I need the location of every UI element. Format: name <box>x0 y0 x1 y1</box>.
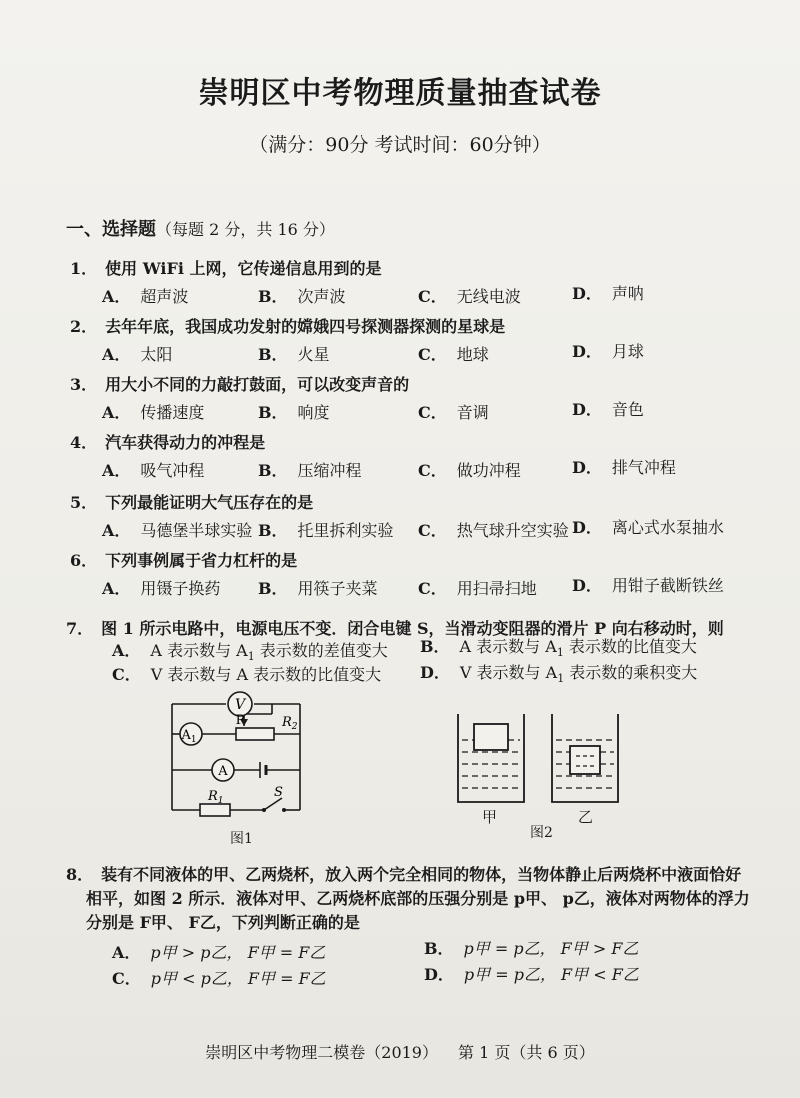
q7-option-d <box>420 660 697 685</box>
option-letter: B． <box>420 637 450 656</box>
q2-option-d <box>572 339 644 362</box>
option-letter: A． <box>102 579 131 598</box>
q1-option-b <box>258 284 346 307</box>
beaker-jia-label: 甲 <box>482 808 498 826</box>
option-text: p甲 > p乙， F甲 = F乙 <box>150 943 326 962</box>
option-letter: B． <box>258 287 288 306</box>
option-text: 用钳子截断铁丝 <box>611 576 724 595</box>
option-letter: B． <box>258 461 288 480</box>
option-text: 声呐 <box>611 284 644 303</box>
question-2 <box>70 314 505 337</box>
option-letter: B． <box>424 939 454 958</box>
q8-option-d <box>424 962 639 985</box>
option-sub: 1 <box>556 646 564 660</box>
option-text: p甲 < p乙， F甲 = F乙 <box>150 969 326 988</box>
beaker-yi-label: 乙 <box>578 808 594 826</box>
q7-option-b <box>420 634 697 659</box>
option-letter: B． <box>258 403 288 422</box>
question-text: 使用 WiFi 上网，它传递信息用到的是 <box>105 259 382 278</box>
option-letter: B． <box>258 521 288 540</box>
q8-option-a <box>112 940 325 963</box>
ammeter-a-label: A <box>218 764 228 779</box>
option-text-tail: 表示数的乘积变大 <box>564 663 698 682</box>
option-letter: D． <box>572 400 602 419</box>
q5-option-d <box>572 515 724 538</box>
q3-option-d <box>572 397 644 420</box>
option-text: 排气冲程 <box>611 458 676 477</box>
option-letter: D． <box>572 342 602 361</box>
option-text: 音调 <box>456 403 489 422</box>
q8-option-c <box>112 966 326 989</box>
section-title: 一、选择题 <box>66 219 156 240</box>
q5-option-a <box>102 518 252 541</box>
q2-option-b <box>258 342 330 365</box>
option-text: 地球 <box>456 345 489 364</box>
voltmeter-label: V <box>234 697 246 713</box>
option-letter: C． <box>418 287 447 306</box>
option-text: A 表示数与 A <box>459 637 557 656</box>
question-6 <box>70 548 297 571</box>
option-letter: C． <box>418 345 447 364</box>
option-letter: D． <box>572 576 602 595</box>
option-letter: D． <box>424 965 454 984</box>
option-text: 超声波 <box>140 287 189 306</box>
option-text: p甲 = p乙， F甲 < F乙 <box>463 965 639 984</box>
option-text: 响度 <box>297 403 330 422</box>
question-text: 下列最能证明大气压存在的是 <box>105 493 314 512</box>
question-number: 5． <box>70 493 98 512</box>
option-letter: A． <box>102 461 131 480</box>
option-letter: C． <box>418 461 447 480</box>
exam-info: （满分：90分 考试时间：60分钟） <box>249 134 551 156</box>
q8-option-b <box>424 936 638 959</box>
option-letter: D． <box>572 284 602 303</box>
page-title: 崇明区中考物理质量抽查试卷 <box>198 76 602 111</box>
q7-option-a <box>112 638 388 663</box>
question-text: 下列事例属于省力杠杆的是 <box>105 551 298 570</box>
option-text: 次声波 <box>297 287 346 306</box>
question-number: 4． <box>70 433 98 452</box>
option-text: 用筷子夹菜 <box>297 579 378 598</box>
option-letter: C． <box>418 403 447 422</box>
q4-option-c <box>418 458 521 481</box>
question-number: 8． <box>66 865 94 884</box>
q6-option-a <box>102 576 220 599</box>
option-letter: A． <box>112 943 141 962</box>
question-1 <box>70 256 382 279</box>
q5-option-c <box>418 518 569 541</box>
q3-option-b <box>258 400 330 423</box>
r1-label <box>207 789 224 806</box>
r1-sub: 1 <box>217 796 224 806</box>
option-letter: A． <box>112 641 141 660</box>
question-number: 6． <box>70 551 98 570</box>
option-text: 月球 <box>611 342 644 361</box>
option-text: p甲 = p乙， F甲 > F乙 <box>463 939 639 958</box>
option-text-tail: 表示数的差值变大 <box>254 641 388 660</box>
q4-option-a <box>102 458 204 481</box>
option-text: 传播速度 <box>140 403 205 422</box>
question-text: 汽车获得动力的冲程是 <box>105 433 266 452</box>
option-letter: C． <box>112 969 141 988</box>
option-text: V 表示数与 A <box>459 663 558 682</box>
q4-option-b <box>258 458 362 481</box>
switch-s-label: S <box>274 785 283 800</box>
a1-letter: A <box>181 728 191 743</box>
question-5 <box>70 490 313 513</box>
q6-option-c <box>418 576 537 599</box>
option-text: 无线电波 <box>456 287 521 306</box>
q6-option-b <box>258 576 378 599</box>
question-number: 3． <box>70 375 98 394</box>
option-letter: C． <box>418 579 447 598</box>
option-text: 用镊子换药 <box>140 579 221 598</box>
option-letter: A． <box>102 287 131 306</box>
question-3 <box>70 372 409 395</box>
question-number: 2． <box>70 317 98 336</box>
option-letter: B． <box>258 579 288 598</box>
q3-option-c <box>418 400 489 423</box>
figure-2-beakers <box>450 710 640 820</box>
option-letter: D． <box>420 663 450 682</box>
question-number: 1． <box>70 259 98 278</box>
figure-2-caption: 图2 <box>530 825 553 841</box>
question-4 <box>70 430 265 453</box>
question-text: 去年年底，我国成功发射的嫦娥四号探测器探测的星球是 <box>105 317 506 336</box>
option-letter: D． <box>572 458 602 477</box>
question-text: 用大小不同的力敲打鼓面，可以改变声音的 <box>105 375 410 394</box>
r2-label <box>281 715 298 732</box>
option-text: 火星 <box>297 345 330 364</box>
q5-option-b <box>258 518 394 541</box>
q1-option-c <box>418 284 521 307</box>
option-text: 离心式水泵抽水 <box>611 518 724 537</box>
question-text: 图 1 所示电路中，电源电压不变．闭合电键 S，当滑动变阻器的滑片 P 向右移动时，则 <box>101 619 724 638</box>
option-text: A 表示数与 A <box>150 641 248 660</box>
q7-option-c <box>112 662 381 685</box>
q2-option-c <box>418 342 489 365</box>
question-8-line3: 分别是 F甲、 F乙，下列判断正确的是 <box>86 913 360 932</box>
option-text: 吸气冲程 <box>140 461 205 480</box>
footer-exam-name: 崇明区中考物理二模卷（2019） <box>205 1043 438 1062</box>
page-footer <box>0 1040 800 1063</box>
option-sub: 1 <box>247 650 255 664</box>
option-letter: A． <box>102 403 131 422</box>
option-letter: C． <box>418 521 447 540</box>
option-letter: C． <box>112 665 141 684</box>
option-text: 太阳 <box>140 345 173 364</box>
option-text: 托里拆利实验 <box>297 521 394 540</box>
option-text: 马德堡半球实验 <box>140 521 253 540</box>
option-sub: 1 <box>557 672 565 686</box>
option-letter: A． <box>102 345 131 364</box>
question-8-line2: 相平，如图 2 所示．液体对甲、乙两烧杯底部的压强分别是 p甲、 p乙，液体对两物体的浮力 <box>86 889 750 908</box>
option-letter: B． <box>258 345 288 364</box>
option-text: 做功冲程 <box>456 461 521 480</box>
q4-option-d <box>572 455 676 478</box>
option-text: 音色 <box>611 400 644 419</box>
r1-letter: R <box>208 789 218 804</box>
slider-p-label: P <box>235 713 245 728</box>
option-letter: A． <box>102 521 131 540</box>
option-letter: D． <box>572 518 602 537</box>
question-8 <box>66 862 741 885</box>
footer-page-number: 第 1 页（共 6 页） <box>458 1043 595 1062</box>
option-text: 用扫帚扫地 <box>456 579 537 598</box>
option-text: 热气球升空实验 <box>456 521 569 540</box>
q2-option-a <box>102 342 172 365</box>
option-text-tail: 表示数的比值变大 <box>563 637 697 656</box>
r2-sub: 2 <box>291 722 298 732</box>
figure-1-circuit <box>160 688 320 848</box>
option-text: 压缩冲程 <box>297 461 362 480</box>
section-heading <box>66 215 335 241</box>
q6-option-d <box>572 573 724 596</box>
r2-letter: R <box>282 715 292 730</box>
question-text-line1: 装有不同液体的甲、乙两烧杯，放入两个完全相同的物体，当物体静止后两烧杯中液面恰好 <box>101 865 742 884</box>
a1-sub: 1 <box>190 735 197 745</box>
q1-option-d <box>572 281 644 304</box>
question-number: 7． <box>66 619 94 638</box>
q3-option-a <box>102 400 204 423</box>
q1-option-a <box>102 284 188 307</box>
figure-1-caption: 图1 <box>230 831 253 847</box>
option-text: V 表示数与 A 表示数的比值变大 <box>150 665 382 684</box>
section-note: （每题 2 分，共 16 分） <box>156 220 335 239</box>
